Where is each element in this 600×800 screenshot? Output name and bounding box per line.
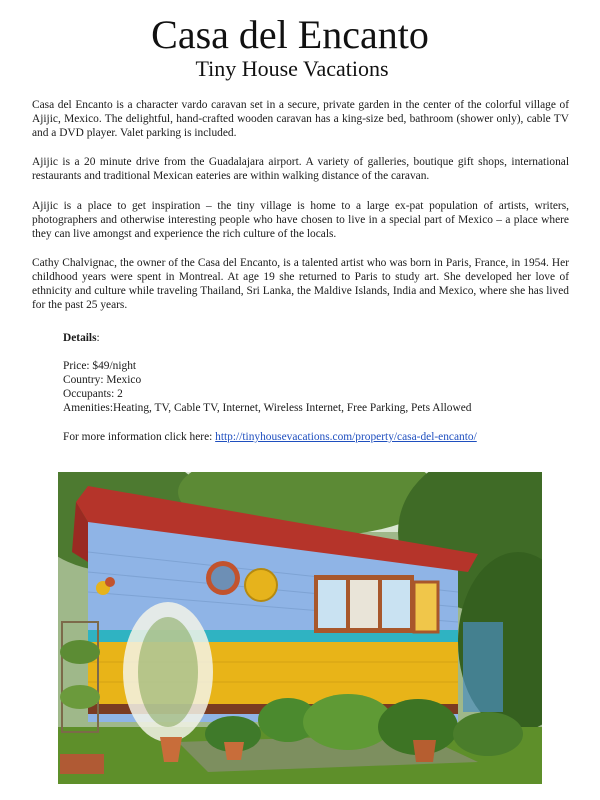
page-subtitle: Tiny House Vacations	[195, 56, 389, 81]
more-info-line	[63, 430, 583, 444]
details-price: Price: $49/night	[63, 360, 137, 372]
details-amenities: Amenities:Heating, TV, Cable TV, Internet, Wireless Internet, Free Parking, Pets Allowed	[63, 402, 472, 414]
details-section	[63, 331, 573, 415]
yellow-sun-disc	[245, 569, 277, 601]
details-heading: Details	[63, 332, 97, 344]
paragraph-owner: Cathy Chalvignac, the owner of the Casa del Encanto, is a talented artist who was born in Paris, France, in 1954. Her childhood years were spent in Montreal. At age 19 she returned to Paris to study art. She developed her love of ethnicity and culture while traveling Thailand, Sri Lanka, the Maldive Islands, India and Mexico, where she has lived for the past 25 years.	[32, 257, 569, 311]
caravan-illustration	[58, 472, 542, 784]
property-link[interactable]: http://tinyhousevacations.com/property/casa-del-encanto/	[215, 431, 477, 443]
flower-box	[60, 754, 104, 774]
side-gate	[463, 622, 503, 712]
bush-front-right	[453, 712, 523, 756]
paragraph-inspiration: Ajijic is a place to get inspiration – the tiny village is home to a large ex-pat population of artists, writers, photographers and otherwise interesting people who have chosen to live in a special part of Mexico – a place where they can live amongst and experience the rich culture of the locals.	[32, 200, 569, 240]
page-title: Casa del Encanto	[151, 12, 429, 57]
window-shutter	[414, 582, 438, 632]
details-country: Country: Mexico	[63, 374, 142, 386]
paragraph-location: Ajijic is a 20 minute drive from the Guadalajara airport. A variety of galleries, boutique gift shops, international restaurants and traditional Mexican eateries are within walking distance of the caravan.	[32, 156, 569, 182]
details-heading-colon: :	[96, 332, 100, 344]
details-heading-line	[63, 331, 573, 345]
caravan-photo	[58, 472, 542, 784]
more-info-prefix: For more information click here:	[63, 431, 216, 443]
details-occupants: Occupants: 2	[63, 388, 123, 400]
paragraph-intro: Casa del Encanto is a character vardo caravan set in a secure, private garden in the center of the colorful village of Ajijic, Mexico. The delightful, hand-crafted wooden caravan has a king-size bed, bathroom (shower only), cable TV and a DVD player. Valet parking is included.	[32, 99, 569, 139]
